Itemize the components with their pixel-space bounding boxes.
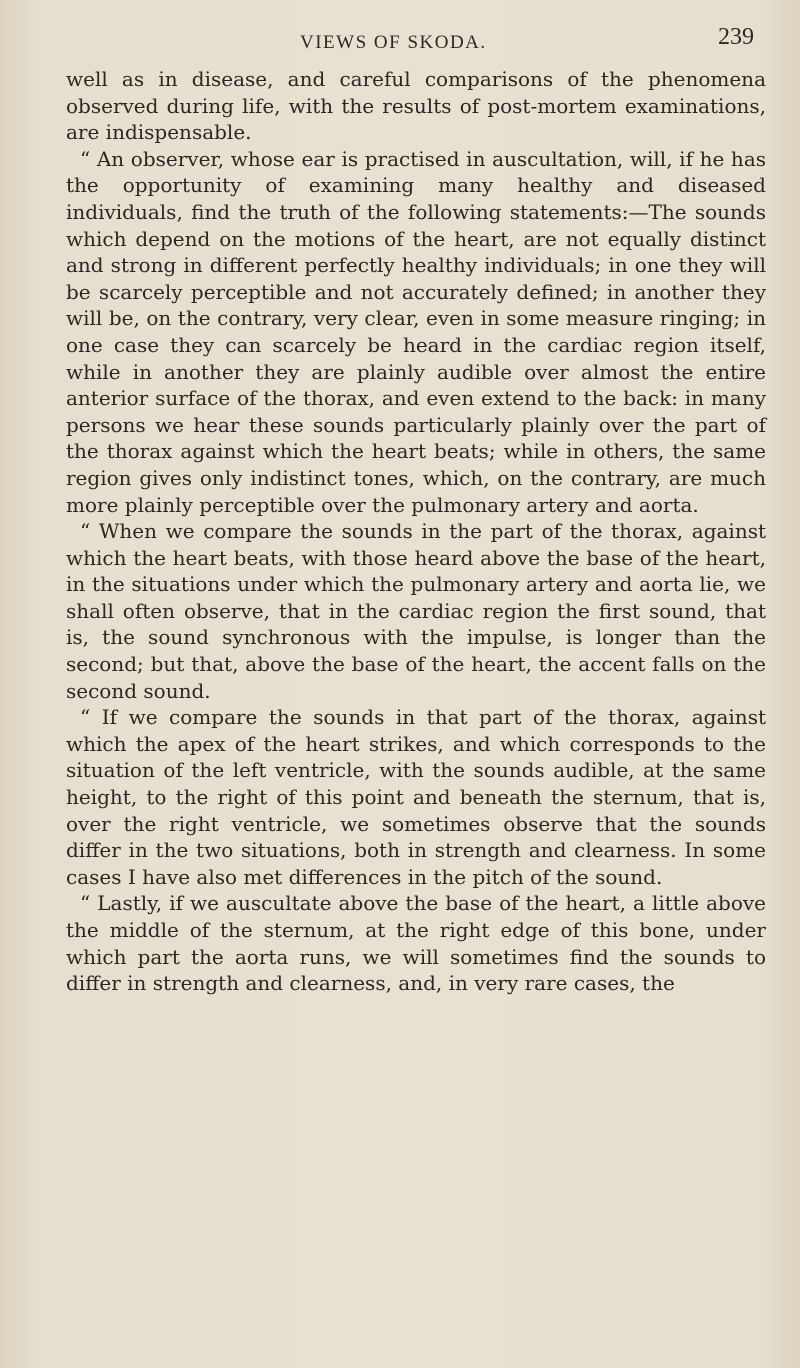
body-text bbox=[66, 66, 766, 997]
running-title: VIEWS OF SKODA. bbox=[300, 32, 487, 53]
running-head bbox=[0, 24, 800, 54]
page-number: 239 bbox=[718, 24, 754, 50]
paragraph-compare-apex: “ If we compare the sounds in that part of the thorax, against which the apex of the heart strikes, and which corresponds to the situation of the left ventricle, with the sounds audible, at the same height, to the right of this point and beneath the sternum, that is, over the right ventricle, we sometimes observe that the sounds differ in the two situations, both in strength and clearness. In some cases I have also met differences in the pitch of the sound. bbox=[66, 705, 766, 889]
paragraph-compare-base: “ When we compare the sounds in the part of the thorax, against which the heart beats, with those heard above the base of the heart, in the situations under which the pulmonary artery and aorta lie, we shall often observe, that in the cardiac region the first sound, that is, the sound synchronous with the impulse, is longer than the second; but that, above the base of the heart, the accent falls on the second sound. bbox=[66, 519, 766, 703]
paragraph-lastly: “ Lastly, if we auscultate above the base of the heart, a little above the middle of the sternum, at the right edge of this bone, under which part the aorta runs, we will sometimes find the sounds to differ in strength and clearness, and, in very rare cases, the bbox=[66, 891, 766, 996]
paragraph-continuation: well as in disease, and careful comparisons of the phenomena observed during life, with the results of post-mortem examinations, are indispensable. bbox=[66, 67, 766, 145]
paragraph-observer: “ An observer, whose ear is practised in auscultation, will, if he has the opportunity of examining many healthy and diseased individuals, find the truth of the following statements:—The sounds which depend on the motions of the heart, are not equally distinct and strong in different perfectly healthy individuals; in one they will be scarcely perceptible and not accurately defined; in another they will be, on the contrary, very clear, even in some measure ringing; in one case they can scarcely be heard in the cardiac region itself, while in another they are plainly audible over almost the entire anterior surface of the thorax, and even extend to the back: in many persons we hear these sounds particularly plainly over the part of the thorax against which the heart beats; while in others, the same region gives only indistinct tones, which, on the contrary, are much more plainly perceptible over the pulmonary artery and aorta. bbox=[66, 146, 766, 517]
